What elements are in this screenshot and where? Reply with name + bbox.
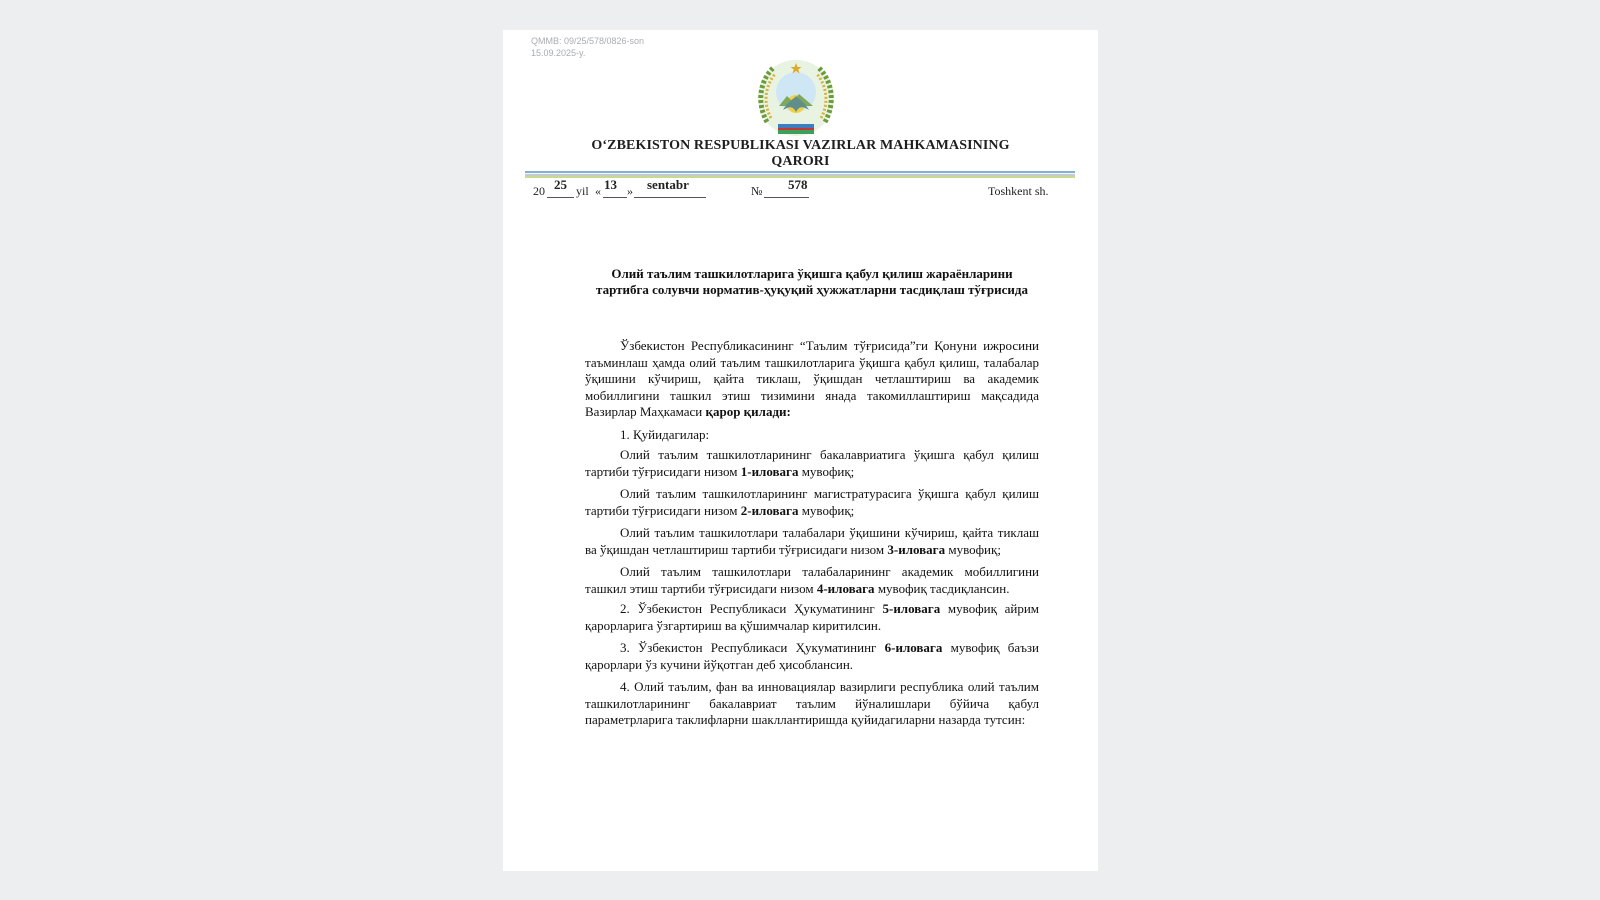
decree-title: Олий таълим ташкилотларига ўқишга қабул қилиш жараёнларини тартибга солувчи норматив-ҳуқуқий ҳужжатларни тасдиқлаш тўғрисида bbox=[596, 266, 1028, 297]
month-underline bbox=[634, 197, 706, 198]
paragraph-appendix-4: Олий таълим ташкилотлари талабаларининг академик мобиллигини ташкил этиш тартиби тўғрисидаги низом 4-иловага мувофиқ тасдиқлансин. bbox=[585, 564, 1039, 596]
paragraph-preamble: Ўзбекистон Республикасининг “Таълим тўғрисида”ги Қонуни ижросини таъминлаш ҳамда олий таълим ташкилотларига ўқишга қабул қилиш, талабалар ўқишини кўчириш, қайта тиклаш, ўқишдан четлаштириш ва академик мобиллигини ташкил этиш тизимини янада такомиллаштириш мақсадида Вазирлар Маҳкамаси қарор қилади: bbox=[585, 338, 1039, 419]
number-sign: № bbox=[751, 184, 763, 198]
city: Toshkent sh. bbox=[988, 184, 1049, 198]
paragraph-item-3: 3. Ўзбекистон Республикаси Ҳукуматининг 6-иловага мувофиқ баъзи қарорлари ўз кучини йўқотган деб ҳисоблансин. bbox=[585, 640, 1040, 672]
paragraph-item-2: 2. Ўзбекистон Республикаси Ҳукуматининг 5-иловага мувофиқ айрим қарорларига ўзгартириш ва қўшимчалар киритилсин. bbox=[585, 601, 1040, 633]
decree-number: 578 bbox=[788, 177, 808, 192]
year-underline bbox=[547, 197, 574, 198]
registration-number: QMMB: 09/25/578/0826-son bbox=[531, 36, 645, 46]
quote-open: « bbox=[595, 184, 601, 198]
government-title-line1: O‘ZBEKISTON RESPUBLIKASI VAZIRLAR MAHKAMASINING bbox=[591, 138, 1010, 153]
government-title bbox=[503, 138, 1098, 170]
number-underline bbox=[764, 197, 809, 198]
document-page bbox=[503, 30, 1098, 871]
year-century: 20 bbox=[533, 184, 545, 198]
coat-of-arms-uzbekistan-icon bbox=[753, 56, 839, 142]
month-value: sentabr bbox=[647, 177, 689, 192]
registration-date: 15.09.2025-y. bbox=[531, 48, 586, 58]
year-value: 25 bbox=[554, 177, 567, 192]
decree-body bbox=[585, 338, 1039, 735]
paragraph-appendix-2: Олий таълим ташкилотларининг магистратурасига ўқишга қабул қилиш тартиби тўғрисидаги низом 2-иловага мувофиқ; bbox=[585, 486, 1039, 518]
day-value: 13 bbox=[604, 177, 617, 192]
government-title-line2: QARORI bbox=[771, 154, 830, 169]
paragraph-item-1: 1. Қуйидагилар: bbox=[620, 426, 710, 442]
paragraph-appendix-1: Олий таълим ташкилотларининг бакалавриатига ўқишга қабул қилиш тартиби тўғрисидаги низом 1-иловага мувофиқ; bbox=[585, 447, 1039, 479]
registration-stamp bbox=[531, 35, 644, 59]
year-word: yil bbox=[576, 184, 589, 198]
decree-date-bar bbox=[503, 178, 1098, 202]
paragraph-item-4: 4. Олий таълим, фан ва инновациялар вазирлиги республика олий таълим ташкилотларининг бакалавриат таълим йўналишлари бўйича қабул параметрларига таклифларни шакллантиришда қуйидагиларни назарда тутсин: bbox=[585, 679, 1039, 727]
quote-close: » bbox=[627, 184, 633, 198]
day-underline bbox=[603, 197, 627, 198]
paragraph-appendix-3: Олий таълим ташкилотлари талабалари ўқишини кўчириш, қайта тиклаш ва ўқишдан четлаштириш тартиби тўғрисидаги низом 3-иловага мувофиқ; bbox=[585, 525, 1039, 557]
